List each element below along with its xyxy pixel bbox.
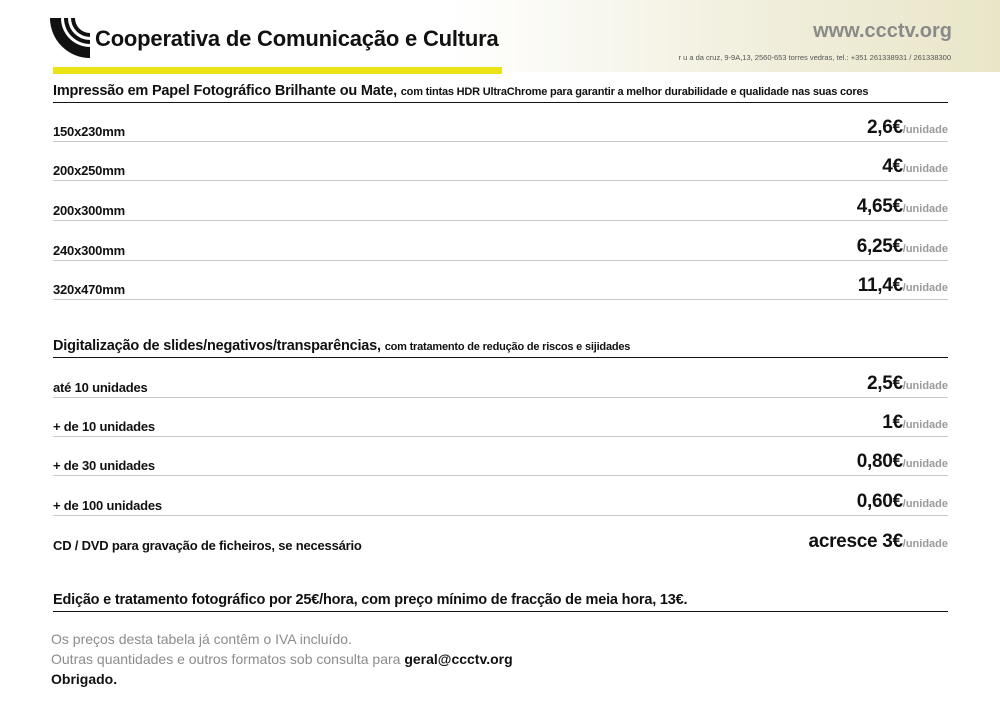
printing-section-heading: [53, 83, 948, 103]
contact-note-line: [51, 651, 513, 667]
organization-name: Cooperativa de Comunicação e Cultura: [95, 26, 499, 51]
thanks-text: Obrigado.: [51, 671, 118, 687]
row-price: acresce 3€/unidade: [808, 531, 948, 552]
row-label: + de 100 unidades: [53, 498, 162, 513]
price-row: [53, 453, 948, 476]
row-label: 240x300mm: [53, 243, 125, 258]
row-label: 200x300mm: [53, 203, 125, 218]
row-price: 4,65€/unidade: [856, 196, 948, 217]
row-label: 200x250mm: [53, 163, 125, 178]
scanning-title: Digitalização de slides/negativos/transparências,: [53, 338, 381, 354]
row-label: + de 30 unidades: [53, 458, 155, 473]
price-row: [53, 158, 948, 181]
scanning-subtitle: com tratamento de redução de riscos e sijidades: [384, 341, 631, 353]
price-row: [53, 119, 948, 142]
vat-note: Os preços desta tabela já contêm o IVA incluído.: [51, 631, 352, 647]
row-price: 0,80€/unidade: [856, 451, 948, 472]
price-row: [53, 238, 948, 261]
accent-bar: [53, 67, 502, 74]
price-row: [53, 375, 948, 398]
row-price: 11,4€/unidade: [857, 275, 948, 296]
row-price: 4€/unidade: [882, 156, 948, 177]
email-link[interactable]: geral@ccctv.org: [404, 651, 513, 667]
row-price: 2,6€/unidade: [866, 117, 948, 138]
contact-note: Outras quantidades e outros formatos sob consulta para: [51, 651, 401, 667]
row-label: até 10 unidades: [53, 380, 148, 395]
address-line: r u a da cruz, 9-9A,13, 2560-653 torres vedras, tel.: +351 261338931 / 261338300: [678, 53, 951, 62]
ccctv-logo-icon: [50, 18, 90, 58]
editing-title: Edição e tratamento fotográfico por 25€/hora, com preço mínimo de fracção de meia hora, 13€.: [53, 592, 688, 608]
price-row: [53, 493, 948, 516]
row-label: 320x470mm: [53, 282, 125, 297]
row-label: 150x230mm: [53, 124, 125, 139]
editing-section-heading: [53, 592, 948, 612]
price-row: [53, 532, 948, 555]
website-link[interactable]: www.ccctv.org: [813, 20, 952, 42]
price-row: [53, 414, 948, 437]
row-price: 6,25€/unidade: [856, 236, 948, 257]
printing-subtitle: com tintas HDR UltraChrome para garantir a melhor durabilidade e qualidade nas suas cores: [400, 86, 869, 98]
price-row: [53, 277, 948, 300]
scanning-section-heading: [53, 338, 948, 358]
row-price: 2,5€/unidade: [866, 373, 948, 394]
printing-title: Impressão em Papel Fotográfico Brilhante ou Mate,: [53, 83, 397, 99]
price-row: [53, 198, 948, 221]
row-price: 1€/unidade: [882, 412, 948, 433]
row-label: CD / DVD para gravação de ficheiros, se necessário: [53, 538, 362, 553]
row-price: 0,60€/unidade: [856, 491, 948, 512]
row-label: + de 10 unidades: [53, 419, 155, 434]
